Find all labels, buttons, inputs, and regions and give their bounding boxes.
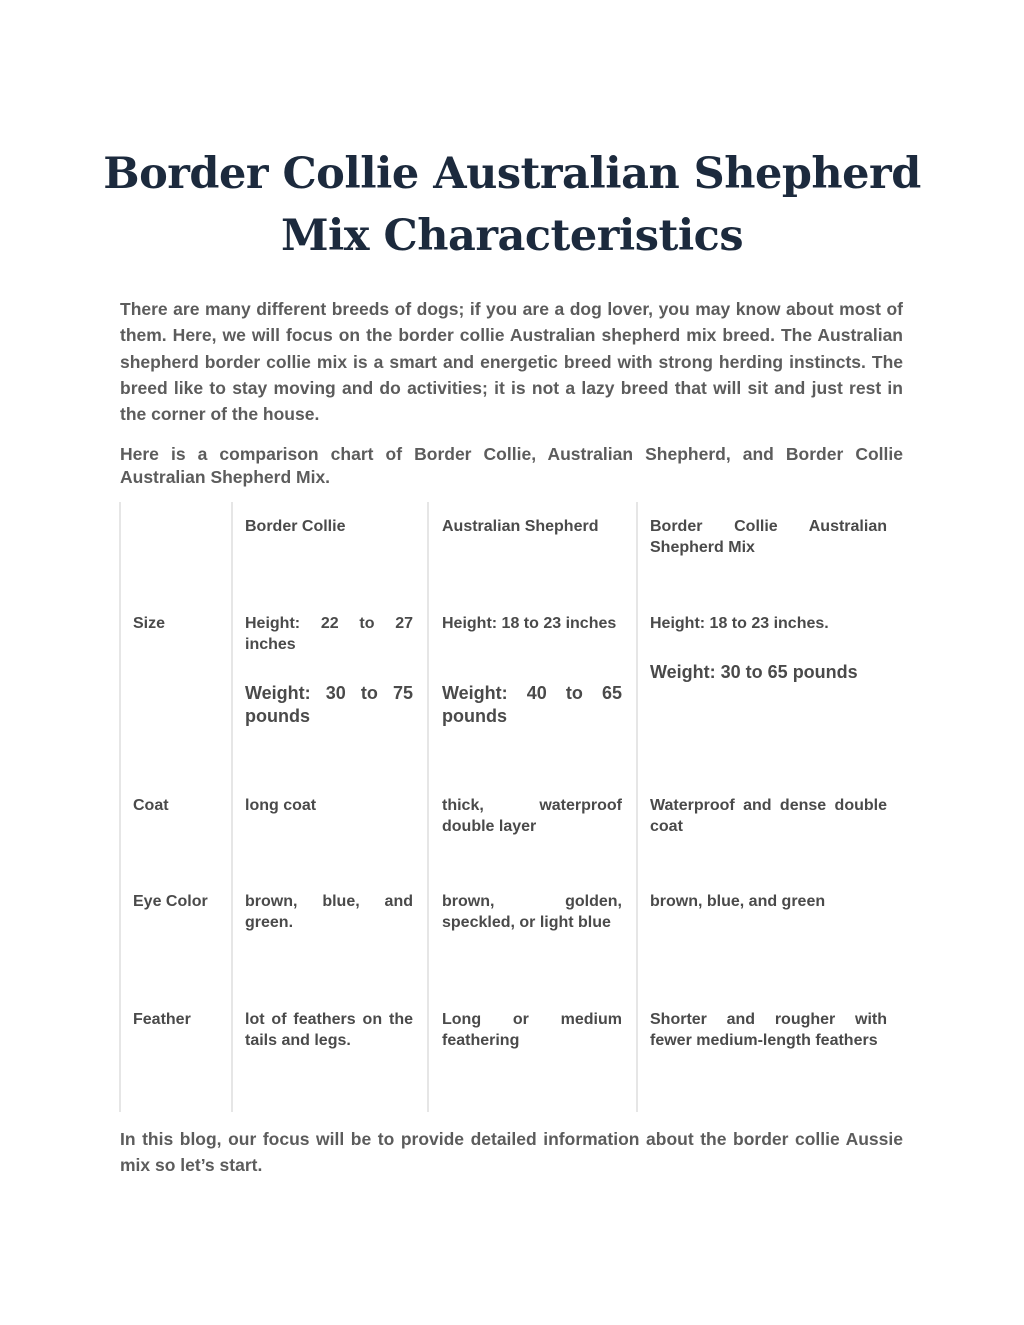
page-title: Border Collie Australian Shepherd Mix Characteristics (103, 149, 921, 261)
row-label-size: Size (133, 615, 166, 632)
table-divider (119, 502, 121, 1112)
feather-mix: Shorter and rougher with fewer medium-length feathers (650, 1011, 887, 1050)
coat-mix: Waterproof and dense double coat (650, 797, 887, 836)
size-australian-shepherd-height: Height: 18 to 23 inches (442, 615, 617, 632)
feather-australian-shepherd: Long or medium feathering (442, 1011, 622, 1050)
size-australian-shepherd-weight: Weight: 40 to 65 pounds (442, 683, 622, 726)
table-divider (231, 502, 233, 1112)
eye-color-border-collie: brown, blue, and green. (245, 893, 413, 932)
chart-intro-paragraph: Here is a comparison chart of Border Collie, Australian Shepherd, and Border Collie Australian Shepherd Mix. (120, 444, 903, 487)
size-border-collie-weight: Weight: 30 to 75 pounds (245, 683, 413, 726)
header-border-collie: Border Collie (245, 518, 346, 535)
size-mix-height: Height: 18 to 23 inches. (650, 615, 829, 632)
size-mix-weight: Weight: 30 to 65 pounds (650, 662, 858, 682)
eye-color-australian-shepherd: brown, golden, speckled, or light blue (442, 893, 622, 932)
row-label-feather: Feather (133, 1011, 191, 1028)
size-border-collie-height: Height: 22 to 27 inches (245, 615, 413, 654)
intro-paragraph: There are many different breeds of dogs; if you are a dog lover, you may know about most of them. Here, we will focus on the border collie Australian shepherd mix breed. The Australian shepherd border collie mix is a smart and energetic breed with strong herding instincts. The breed like to stay moving and do activities; it is not a lazy breed that will sit and just rest in the corner of the house. (120, 299, 903, 425)
coat-border-collie: long coat (245, 797, 317, 814)
eye-color-mix: brown, blue, and green (650, 893, 826, 910)
table-divider (636, 502, 638, 1112)
header-mix: Border Collie Australian Shepherd Mix (650, 518, 887, 557)
feather-border-collie: lot of feathers on the tails and legs. (245, 1011, 413, 1050)
coat-australian-shepherd: thick, waterproof double layer (442, 797, 622, 836)
table-divider (427, 502, 429, 1112)
row-label-coat: Coat (133, 797, 169, 814)
row-label-eye-color: Eye Color (133, 893, 208, 910)
header-australian-shepherd: Australian Shepherd (442, 518, 599, 535)
closing-paragraph: In this blog, our focus will be to provide detailed information about the border collie Aussie mix so let’s start. (120, 1129, 903, 1176)
